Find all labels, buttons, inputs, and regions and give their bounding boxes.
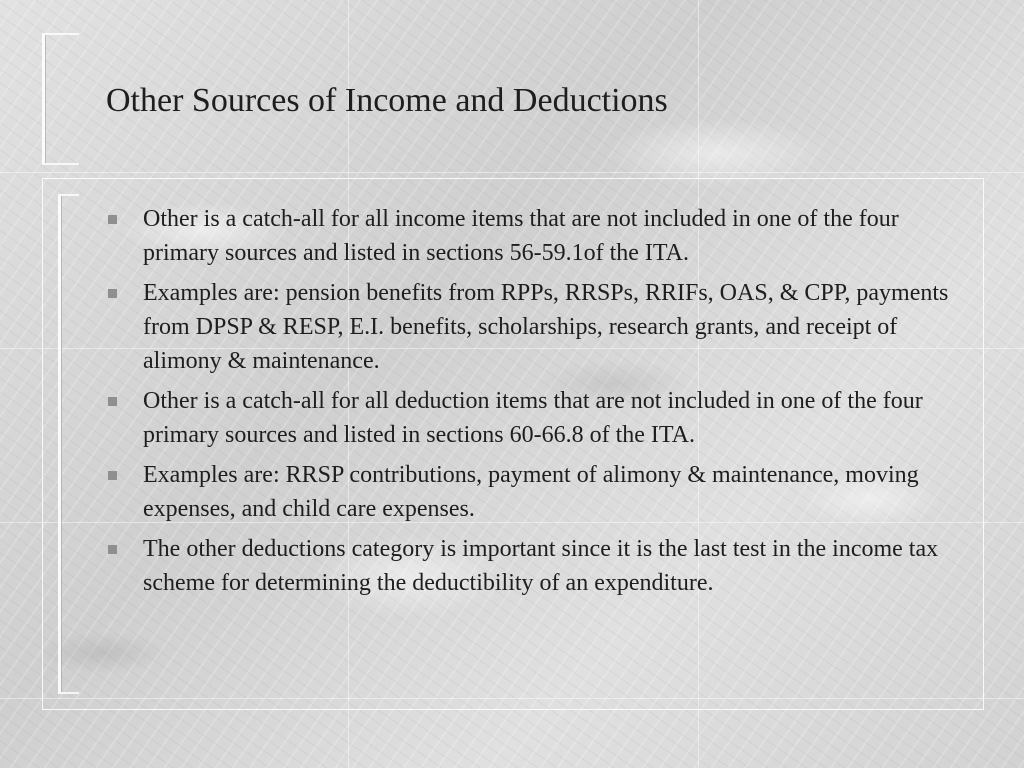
square-bullet-icon <box>108 397 117 406</box>
bullet-item <box>106 202 966 270</box>
bullet-text: The other deductions category is important since it is the last test in the income tax scheme for determining the deductibility of an expenditure. <box>143 536 939 596</box>
bullet-item <box>106 532 966 600</box>
square-bullet-icon <box>108 289 117 298</box>
bullet-item <box>106 276 966 378</box>
bullet-text: Other is a catch-all for all income items that are not included in one of the four primary sources and listed in sections 56-59.1of the ITA. <box>143 206 899 266</box>
bullet-text: Examples are: pension benefits from RPPs, RRSPs, RRIFs, OAS, & CPP, payments from DPSP & RESP, E.I. benefits, scholarships, research grants, and receipt of alimony & maintenance. <box>143 280 949 374</box>
square-bullet-icon <box>108 215 117 224</box>
square-bullet-icon <box>108 471 117 480</box>
bullet-item <box>106 384 966 452</box>
square-bullet-icon <box>108 545 117 554</box>
title-bracket-decoration <box>42 33 79 165</box>
tile-seam <box>0 172 1024 173</box>
bullet-list <box>106 202 966 606</box>
bullet-text: Examples are: RRSP contributions, payment of alimony & maintenance, moving expenses, and child care expenses. <box>143 462 919 522</box>
slide-title: Other Sources of Income and Deductions <box>106 82 668 119</box>
bullet-text: Other is a catch-all for all deduction items that are not included in one of the four primary sources and listed in sections 60-66.8 of the ITA. <box>143 388 923 448</box>
body-bracket-decoration <box>58 194 79 694</box>
bullet-item <box>106 458 966 526</box>
